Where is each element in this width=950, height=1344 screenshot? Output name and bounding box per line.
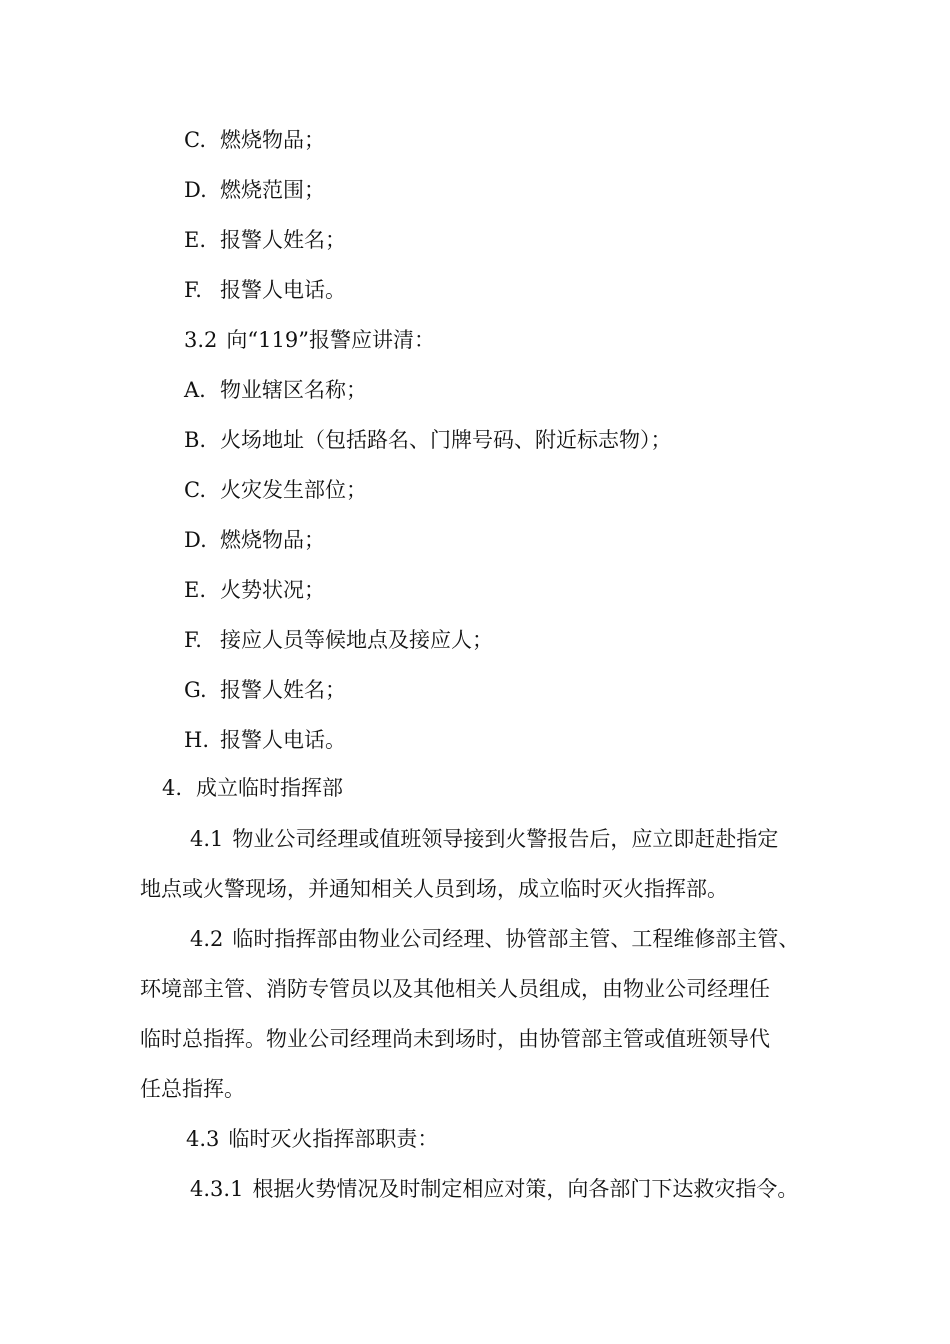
list-item-text: 火灾发生部位；: [220, 478, 367, 502]
section-4-3-heading: [186, 1125, 438, 1153]
list-item: [184, 626, 493, 654]
list-marker: E.: [184, 228, 207, 252]
list-marker: A.: [184, 378, 206, 402]
list-item: [184, 276, 346, 304]
section-number: 4.3: [186, 1127, 220, 1151]
list-item: [184, 476, 367, 504]
paragraph-line: 任总指挥。: [140, 1077, 245, 1101]
list-item-text: 报警人电话。: [220, 278, 346, 302]
list-item: [184, 426, 672, 454]
section-text: 向“119”报警应讲清：: [226, 328, 435, 352]
section-number: 4.: [162, 776, 183, 800]
list-item-text: 燃烧物品；: [220, 128, 325, 152]
paragraph-line: 环境部主管、消防专管员以及其他相关人员组成，由物业公司经理任: [140, 977, 770, 1001]
list-marker: F.: [184, 628, 202, 652]
section-number: 4.3.1: [190, 1177, 244, 1201]
section-number: 4.1: [190, 827, 224, 851]
list-marker: C.: [184, 478, 206, 502]
list-marker: H.: [184, 728, 209, 752]
list-item-text: 燃烧物品；: [220, 528, 325, 552]
list-item-text: 接应人员等候地点及接应人；: [220, 628, 493, 652]
section-4-heading: [162, 774, 343, 802]
section-4-1-line-1: [190, 825, 778, 853]
list-marker: D.: [184, 528, 207, 552]
list-item: [184, 576, 325, 604]
paragraph-line: 地点或火警现场，并通知相关人员到场，成立临时灭火指挥部。: [140, 877, 728, 901]
paragraph-text: 临时指挥部由物业公司经理、协管部主管、工程维修部主管、: [232, 927, 800, 951]
list-item-text: 报警人姓名；: [220, 678, 346, 702]
section-4-3-1: [190, 1175, 798, 1203]
list-marker: F.: [184, 278, 202, 302]
section-title: 成立临时指挥部: [196, 776, 343, 800]
list-marker: C.: [184, 128, 206, 152]
list-item-text: 物业辖区名称；: [220, 378, 367, 402]
list-item-text: 报警人姓名；: [220, 228, 346, 252]
list-item: [184, 126, 325, 154]
list-marker: E.: [184, 578, 207, 602]
list-marker: B.: [184, 428, 207, 452]
section-number: 3.2: [184, 328, 218, 352]
list-marker: D.: [184, 178, 207, 202]
list-item: [184, 226, 346, 254]
list-item-text: 火场地址（包括路名、门牌号码、附近标志物）；: [220, 428, 672, 452]
list-item: [184, 526, 325, 554]
list-item-text: 报警人电话。: [220, 728, 346, 752]
section-text: 临时灭火指挥部职责：: [228, 1127, 439, 1151]
section-3-2-heading: [184, 326, 435, 354]
list-item: [184, 676, 346, 704]
paragraph-line: 临时总指挥。物业公司经理尚未到场时，由协管部主管或值班领导代: [140, 1027, 770, 1051]
section-number: 4.2: [190, 927, 224, 951]
paragraph-text: 物业公司经理或值班领导接到火警报告后，应立即赶赴指定: [232, 827, 779, 851]
paragraph-text: 根据火势情况及时制定相应对策，向各部门下达救灾指令。: [252, 1177, 799, 1201]
section-4-2-line-1: [190, 925, 799, 953]
list-marker: G.: [184, 678, 207, 702]
list-item: [184, 176, 325, 204]
list-item-text: 火势状况；: [220, 578, 325, 602]
list-item: [184, 376, 367, 404]
list-item: [184, 726, 346, 754]
list-item-text: 燃烧范围；: [220, 178, 325, 202]
